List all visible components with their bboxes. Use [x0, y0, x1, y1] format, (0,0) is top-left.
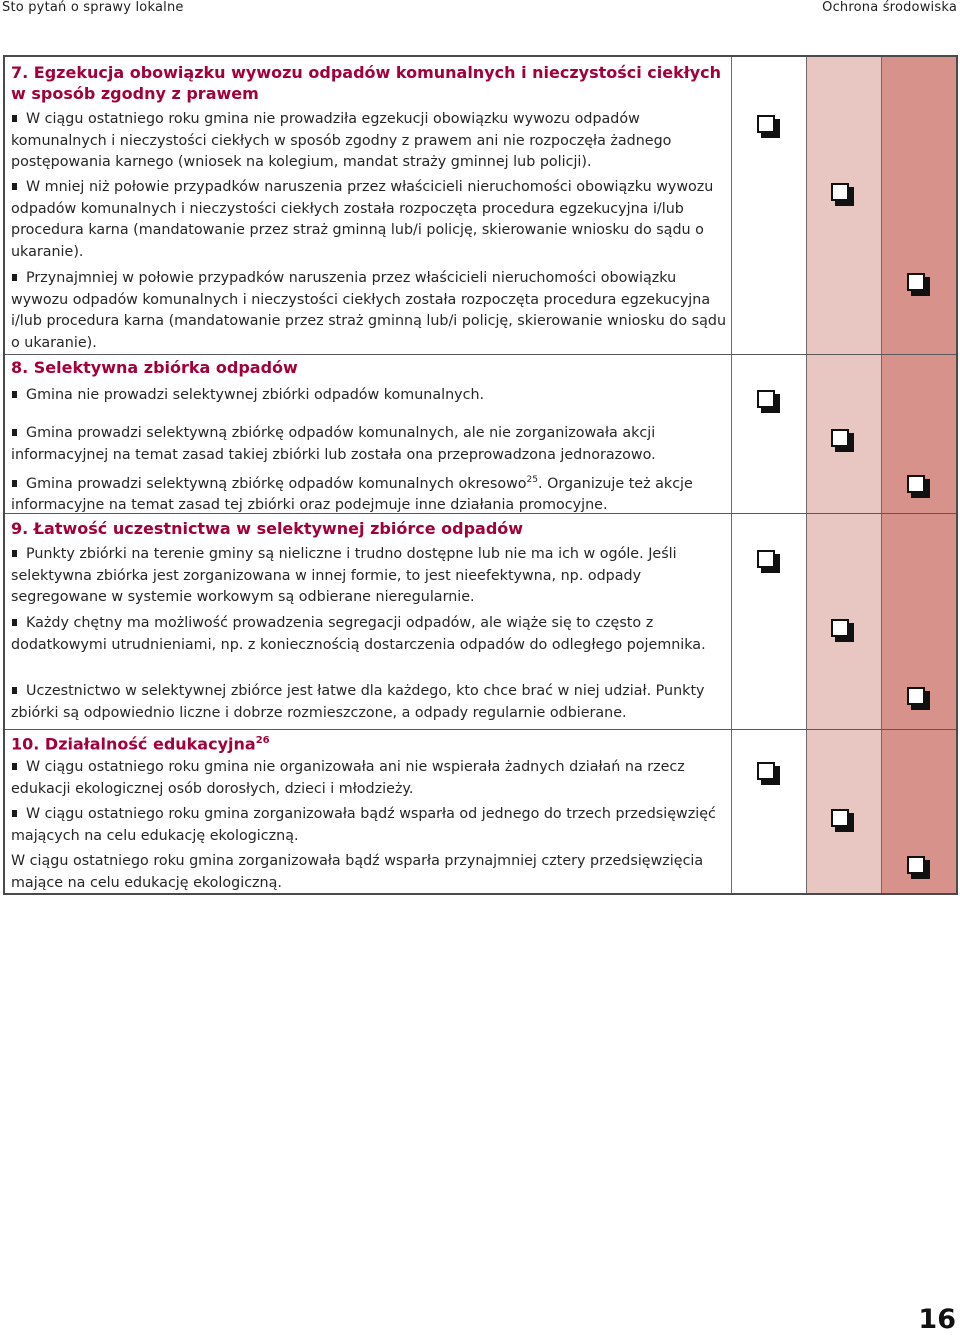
row-divider — [5, 354, 956, 355]
checkbox[interactable] — [757, 762, 781, 786]
list-item: W ciągu ostatniego roku gmina nie organizowała ani nie wspierała żadnych działań na rzecz edukacji ekologicznej osób dorosłych, dzieci i młodzieży. — [11, 759, 685, 797]
bullet-icon — [12, 619, 17, 626]
list-item: Gmina prowadzi selektywną zbiórkę odpadów komunalnych okresowo$^{25}$. Organizuje też akcje informacyjne na temat zasad tej zbiórki oraz podejmuje inne działania promocyjne. — [11, 475, 693, 514]
header-right-title: Ochrona środowiska — [822, 0, 957, 15]
bullet-icon — [12, 183, 17, 190]
bullet-icon — [12, 810, 17, 817]
list-item: Gmina nie prowadzi selektywnej zbiórki odpadów komunalnych. — [11, 385, 727, 407]
bullet-icon — [12, 763, 17, 770]
bullet-icon — [12, 429, 17, 436]
bullet-icon — [12, 550, 17, 557]
section-title: 7. Egzekucja obowiązku wywozu odpadów komunalnych i nieczystości ciekłych w sposób zgodny z prawem — [11, 63, 721, 103]
checkbox[interactable] — [831, 619, 855, 643]
list-item: Gmina prowadzi selektywną zbiórkę odpadów komunalnych, ale nie zorganizowała akcji informacyjnej na temat zasad takiej zbiórki lub została ona przeprowadzona jednorazowo. — [11, 425, 656, 463]
bullet-icon — [12, 115, 17, 122]
list-item: Każdy chętny ma możliwość prowadzenia segregacji odpadów, ale wiąże się to często z dodatkowymi utrudnieniami, np. z koniecznością dostarczenia odpadów do odległego pojemnika. — [11, 615, 706, 653]
checkbox[interactable] — [757, 115, 781, 139]
section-title: 8. Selektywna zbiórka odpadów — [11, 358, 298, 377]
survey-table — [3, 55, 958, 895]
list-item: W mniej niż połowie przypadków naruszenia przez właścicieli nieruchomości obowiązku wywozu odpadów komunalnych i nieczystości ciekłych została rozpoczęta procedura egzekucyjna i/lub procedura karna (mandatowanie przez straż gminną lub/i policję, skierowanie wniosku do sądu o ukaranie). — [11, 179, 714, 260]
footnote-ref: 26 — [255, 735, 270, 746]
running-header — [0, 0, 960, 20]
list-item: W ciągu ostatniego roku gmina zorganizowała bądź wsparła od jednego do trzech przedsięwzięć mających na celu edukację ekologiczną. — [11, 806, 716, 844]
page-number: 16 — [918, 1304, 956, 1335]
footnote-ref: 25 — [526, 475, 538, 485]
section-title: 10. Działalność edukacyjna$^{26}$ — [11, 734, 270, 754]
header-left-title: Sto pytań o sprawy lokalne — [2, 0, 184, 15]
checkbox[interactable] — [831, 809, 855, 833]
bullet-icon — [12, 391, 17, 398]
list-item: W ciągu ostatniego roku gmina nie prowadziła egzekucji obowiązku wywozu odpadów komunalnych i nieczystości ciekłych w sposób zgodny z prawem ani nie rozpoczęła żadnego postępowania karnego (wniosek na kolegium, mandat straży gminnej lub policji). — [11, 111, 672, 170]
bullet-icon — [12, 687, 17, 694]
bullet-icon — [12, 274, 17, 281]
list-item: W ciągu ostatniego roku gmina zorganizowała bądź wsparła przynajmniej cztery przedsięwzięcia mające na celu edukację ekologiczną. — [11, 853, 704, 891]
bullet-icon — [12, 480, 17, 487]
section-title: 9. Łatwość uczestnictwa w selektywnej zbiórce odpadów — [11, 519, 524, 538]
checkbox[interactable] — [831, 429, 855, 453]
list-item: Punkty zbiórki na terenie gminy są nieliczne i trudno dostępne lub nie ma ich w ogóle. Jeśli selektywna zbiórka jest zorganizowana w innej formie, to jest nieefektywna, np. odpady segregowane w systemie workowym są odbierane nieregularnie. — [11, 546, 677, 605]
checkbox[interactable] — [757, 390, 781, 414]
checkbox[interactable] — [907, 273, 931, 297]
list-item: Uczestnictwo w selektywnej zbiórce jest łatwe dla każdego, kto chce brać w niej udział. Punkty zbiórki są odpowiednio liczne i dobrze rozmieszczone, a odpady regularnie odbierane. — [11, 683, 705, 721]
list-item: Przynajmniej w połowie przypadków naruszenia przez właścicieli nieruchomości obowiązku wywozu odpadów komunalnych i nieczystości ciekłych została rozpoczęta procedura egzekucyjna i/lub procedura karna (mandatowanie przez straż gminną lub/i policję, skierowanie wniosku do sądu o ukaranie). — [11, 270, 727, 351]
checkbox[interactable] — [831, 183, 855, 207]
checkbox[interactable] — [907, 475, 931, 499]
checkbox[interactable] — [757, 550, 781, 574]
checkbox[interactable] — [907, 687, 931, 711]
checkbox[interactable] — [907, 856, 931, 880]
